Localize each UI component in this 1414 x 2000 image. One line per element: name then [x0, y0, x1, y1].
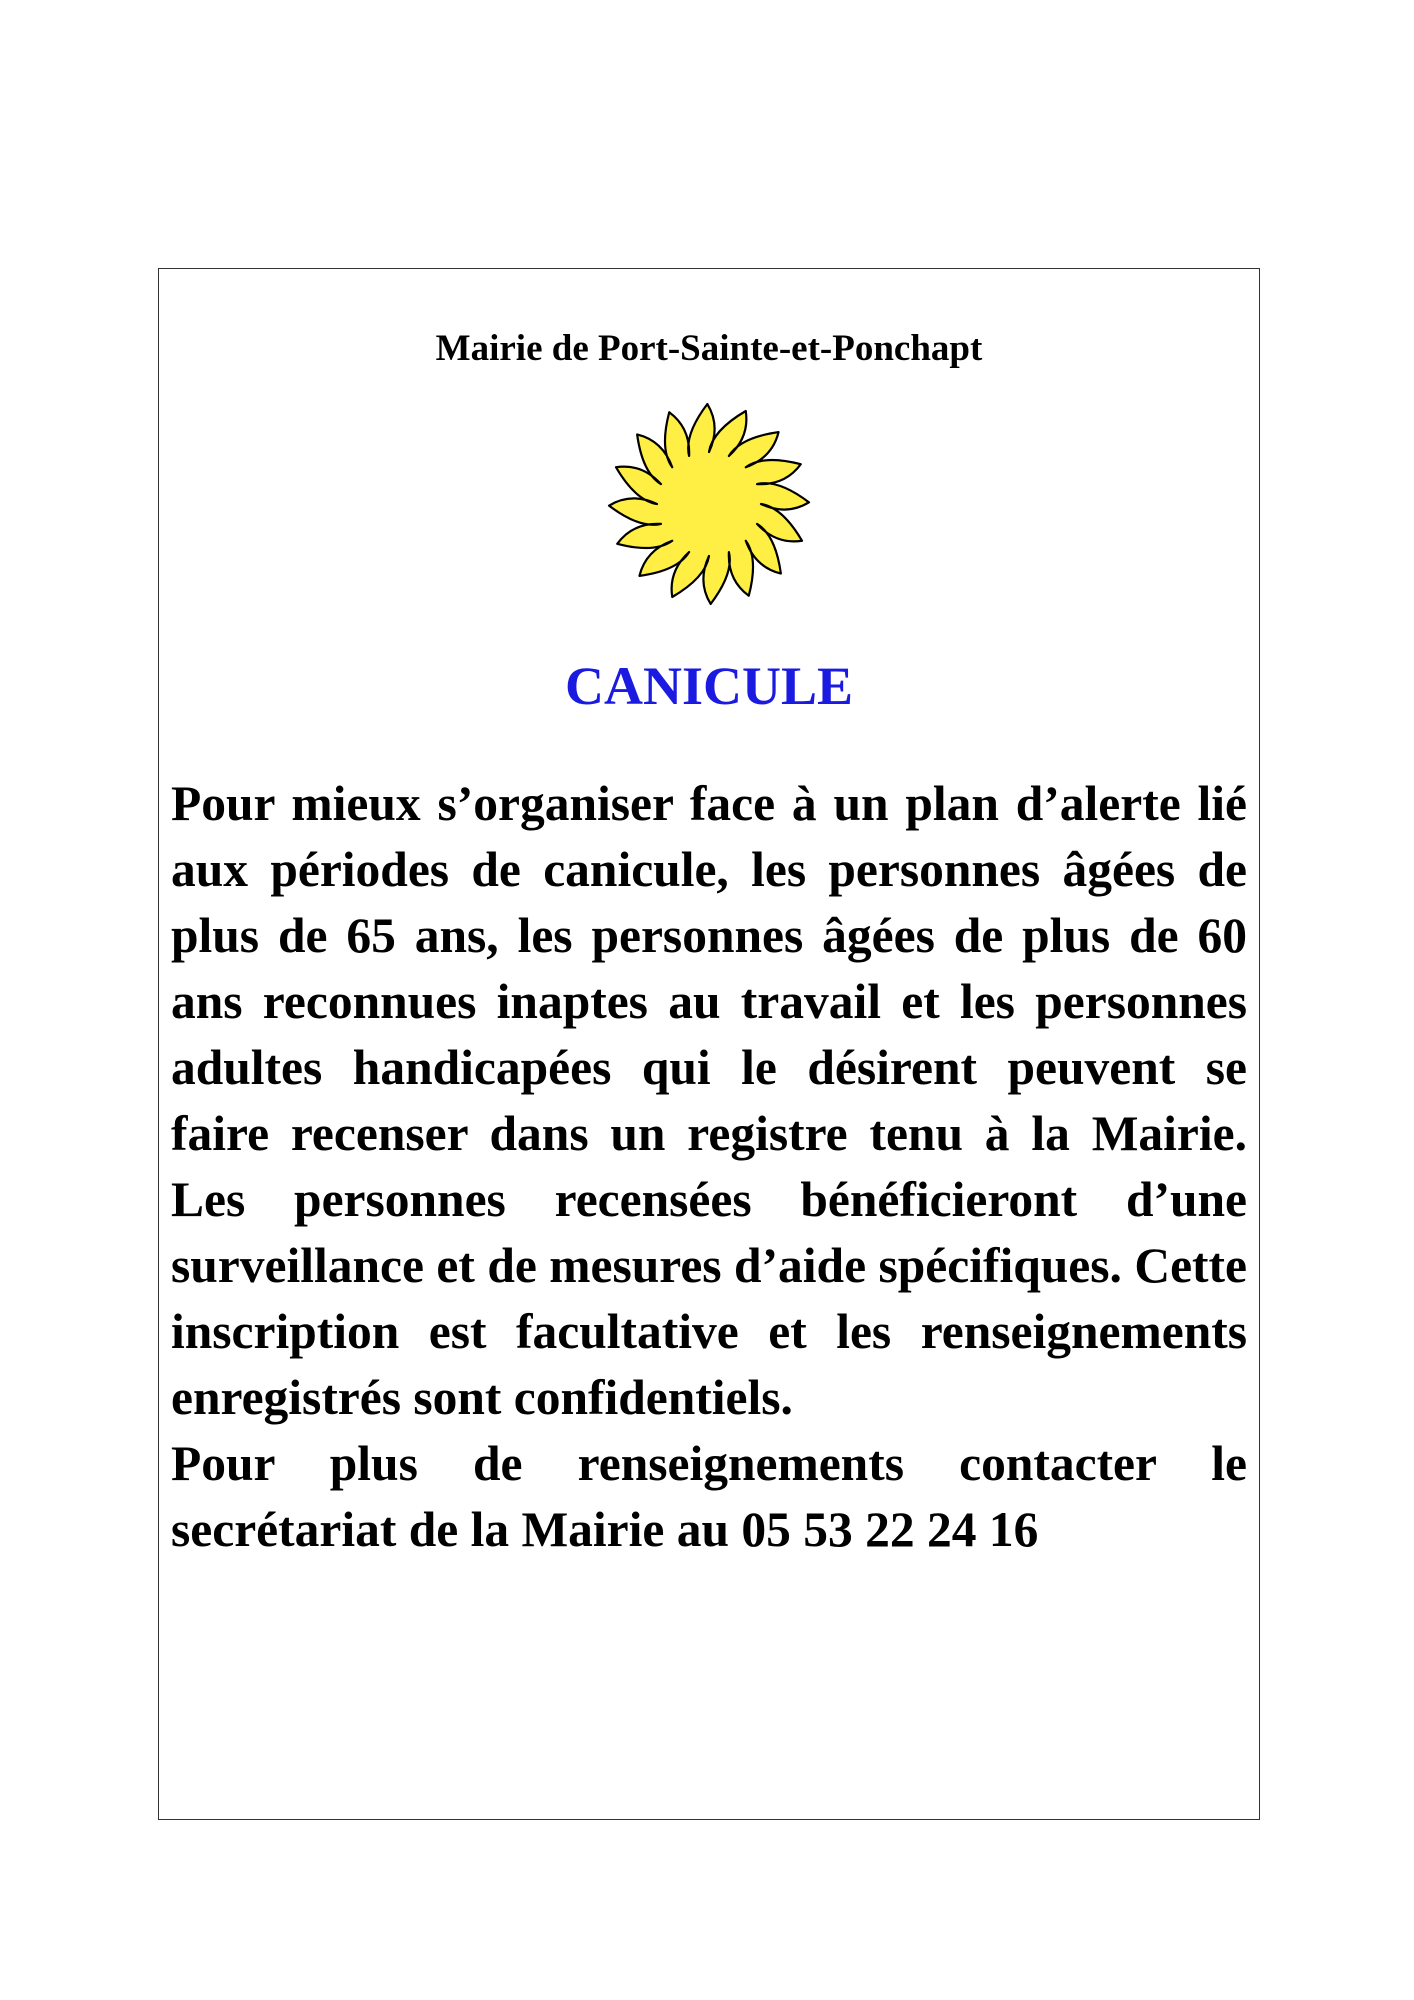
sun-rays — [609, 404, 809, 604]
notice-paragraph-main: Pour mieux s’organiser face à un plan d’alerte lié aux périodes de canicule, les personnes âgées de plus de 65 ans, les personnes âgées de plus de 60 ans reconnues inaptes au travail et les personnes adultes handicapées qui le désirent peuvent se faire recenser dans un registre tenu à la Mairie. Les personnes recensées bénéficieront d’une surveillance et de mesures d’aide spécifiques. Cette inscription est facultative et les renseignements enregistrés sont confidentiels. — [171, 776, 1247, 1425]
notice-body — [171, 771, 1247, 1563]
canicule-heading: CANICULE — [564, 656, 854, 716]
notice-frame — [158, 268, 1260, 1820]
sun-icon — [604, 399, 814, 609]
notice-paragraph-contact: Pour plus de renseignements contacter le secrétariat de la Mairie au 05 53 22 24 16 — [171, 1436, 1247, 1557]
mairie-title: Mairie de Port-Sainte-et-Ponchapt — [435, 328, 983, 369]
